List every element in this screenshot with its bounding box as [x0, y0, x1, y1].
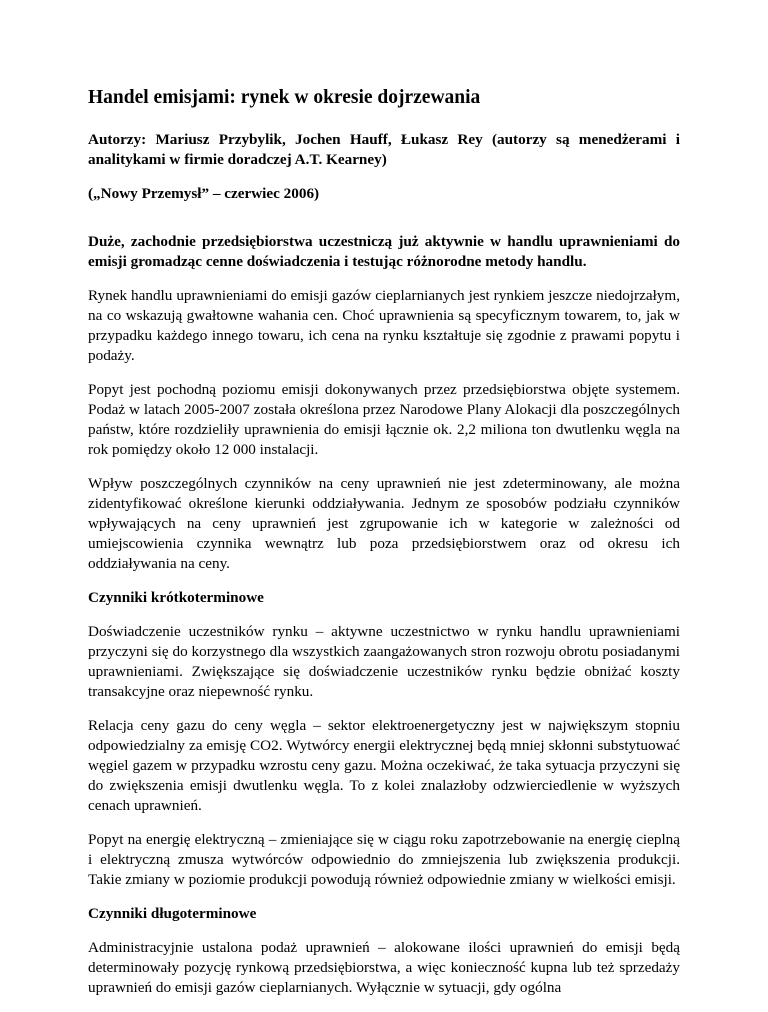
- section-heading-short-term: Czynniki krótkoterminowe: [88, 589, 264, 607]
- document-title: Handel emisjami: rynek w okresie dojrzewania: [88, 87, 481, 108]
- body-paragraph: Relacja ceny gazu do ceny węgla – sektor elektroenergetyczny jest w największym stopniu odpowiedzialny za emisję CO2. Wytwórcy energii elektrycznej będą mniej skłonni substytuować węgiel gazem w przypadku wzrostu ceny gazu. Można oczekiwać, że taka sytuacja przyczyni się do zwiększenia emisji dwutlenku węgla. To z kolei znalazłoby odzwierciedlenie w wyższych cenach uprawnień.: [88, 717, 680, 815]
- document-page: [88, 86, 680, 1012]
- body-paragraph: Popyt jest pochodną poziomu emisji dokonywanych przez przedsiębiorstwa objęte systemem. Podaż w latach 2005-2007 została określona przez Narodowe Plany Alokacji dla poszczególnych państw, które rozdzieliły uprawnienia do emisji łącznie ok. 2,2 miliona ton dwutlenku węgla na rok pomiędzy około 12 000 instalacji.: [88, 381, 680, 459]
- body-paragraph: Doświadczenie uczestników rynku – aktywne uczestnictwo w rynku handlu uprawnieniami przyczyni się do korzystnego dla wszystkich zaangażowanych stron rozwoju obrotu posiadanymi uprawnieniami. Zwiększające się doświadczenie uczestników rynku będzie obniżać koszty transakcyjne oraz niepewność rynku.: [88, 623, 680, 701]
- source-line: („Nowy Przemysł” – czerwiec 2006): [88, 185, 320, 203]
- lead-paragraph: Duże, zachodnie przedsiębiorstwa uczestniczą już aktywnie w handlu uprawnieniami do emisji gromadząc cenne doświadczenia i testując różnorodne metody handlu.: [88, 233, 680, 271]
- body-paragraph: Rynek handlu uprawnieniami do emisji gazów cieplarnianych jest rynkiem jeszcze niedojrzałym, na co wskazują gwałtowne wahania cen. Choć uprawnienia są specyficznym towarem, to, jak w przypadku każdego innego towaru, ich cena na rynku kształtuje się zgodnie z prawami popytu i podaży.: [88, 287, 680, 365]
- body-paragraph: Administracyjnie ustalona podaż uprawnień – alokowane ilości uprawnień do emisji będą determinowały pozycję rynkową przedsiębiorstwa, a więc konieczność kupna lub też sprzedaży uprawnień do emisji gazów cieplarnianych. Wyłącznie w sytuacji, gdy ogólna: [88, 939, 680, 997]
- body-paragraph: Wpływ poszczególnych czynników na ceny uprawnień nie jest zdeterminowany, ale można zidentyfikować określone kierunki oddziaływania. Jednym ze sposobów podziału czynników wpływających na ceny uprawnień jest zgrupowanie ich w kategorie w zależności od umiejscowienia czynnika wewnątrz lub poza przedsiębiorstwem oraz od okresu ich oddziaływania na ceny.: [88, 475, 680, 573]
- section-heading-long-term: Czynniki długoterminowe: [88, 905, 257, 923]
- body-paragraph: Popyt na energię elektryczną – zmieniające się w ciągu roku zapotrzebowanie na energię cieplną i elektryczną zmusza wytwórców odpowiednio do zmniejszenia lub zwiększenia produkcji. Takie zmiany w poziomie produkcji powodują również odpowiednie zmiany w wielkości emisji.: [88, 831, 680, 889]
- authors-line: Autorzy: Mariusz Przybylik, Jochen Hauff, Łukasz Rey (autorzy są menedżerami i analitykami w firmie doradczej A.T. Kearney): [88, 131, 680, 169]
